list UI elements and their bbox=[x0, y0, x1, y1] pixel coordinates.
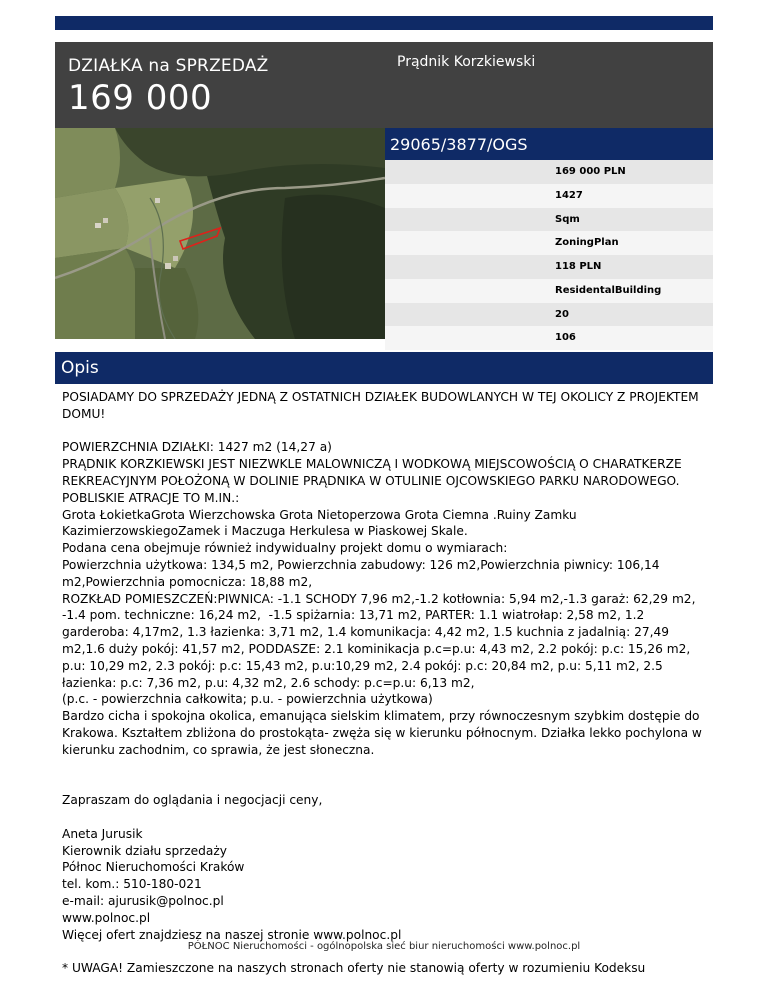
details-panel bbox=[385, 128, 713, 350]
detail-zoning: ZoningPlan bbox=[385, 231, 713, 255]
aerial-photo bbox=[55, 128, 385, 339]
detail-price-per-unit: 118 PLN bbox=[385, 255, 713, 279]
description bbox=[62, 389, 712, 977]
listing-type: DZIAŁKA na SPRZEDAŻ bbox=[68, 56, 269, 76]
detail-unit: Sqm bbox=[385, 208, 713, 232]
aerial-photo-image bbox=[55, 128, 385, 339]
detail-area: 1427 bbox=[385, 184, 713, 208]
listing-header bbox=[55, 42, 713, 128]
detail-value-2: 106 bbox=[385, 326, 713, 350]
page-footer: PÓŁNOC Nieruchomości - ogólnopolska sieć biur nieruchomości www.polnoc.pl bbox=[187, 941, 581, 952]
listing-location: Prądnik Korzkiewski bbox=[397, 54, 536, 70]
section-title: Opis bbox=[55, 352, 713, 384]
listing-price: 169 000 bbox=[68, 78, 213, 118]
detail-purpose: ResidentalBuilding bbox=[385, 279, 713, 303]
detail-value-1: 20 bbox=[385, 303, 713, 327]
top-accent-bar bbox=[55, 16, 713, 30]
listing-reference: 29065/3877/OGS bbox=[385, 128, 713, 160]
description-text: POSIADAMY DO SPRZEDAŻY JEDNĄ Z OSTATNICH DZIAŁEK BUDOWLANYCH W TEJ OKOLICY Z PROJEKTEM DOMU! POWIERZCHNIA DZIAŁKI: 1427 m2 (14,27 a) PRĄDNIK KORZKIEWSKI JEST NIEZWKLE MALOWNICZĄ I WODKOWĄ MIEJSCOWOŚCIĄ O CHARATKERZE REKREACYJNYM POŁOŻONĄ W DOLINIE PRĄDNIKA W OTULINIE OJCOWSKIEGO PARKU NARODOWEGO. POBLISKIE ATRACJE TO M.IN.: Grota ŁokietkaGrota Wierzchowska Grota Nietoperzowa Grota Ciemna .Ruiny Zamku KazimierzowskiegoZamek i Maczuga Herkulesa w Piaskowej Skale. Podana cena obejmuje również indywidualny projekt domu o wymiarach: Powierzchnia użytkowa: 134,5 m2, Powierzchnia zabudowy: 126 m2,Powierzchnia piwnicy: 106,14 m2,Powierzchnia pomocnicza: 18,88 m2, ROZKŁAD POMIESZCZEŃ:PIWNICA: -1.1 SCHODY 7,96 m2,-1.2 kotłownia: 5,94 m2,-1.3 garaż: 62,29 m2, -1.4 pom. techniczne: 16,24 m2, -1.5 spiżarnia: 13,71 m2, PARTER: 1.1 wiatrołap: 2,58 m2, 1.2 garderoba: 4,17m2, 1.3 łazienka: 3,71 m2, 1.4 komunikacja: 4,42 m2, 1.5 kuchnia z jadalnią: 27,49 m2,1.6 duży pokój: 41,57 m2, PODDASZE: 2.1 kominikacja p.c=p.u: 4,43 m2, 2.2 pokój: p.c: 15,26 m2, p.u: 10,29 m2, 2.3 pokój: p.c: 15,43 m2, p.u:10,29 m2, 2.4 pokój: p.c: 20,84 m2, p.u: 5,11 m2, 2.5 łazienka: p.c: 7,36 m2, p.u: 4,32 m2, 2.6 schody: p.c=p.u: 6,13 m2, (p.c. - powierzchnia całkowita; p.u. - powierzchnia użytkowa) Bardzo cicha i spokojna okolica, emanująca sielskim klimatem, przy równoczesnym szybkim dostępie do Krakowa. Kształtem zbliżona do prostokąta- zwęża się w kierunku północnym. Działka lekko pochylona w kierunku zachodnim, co sprawia, że jest słoneczna. Zapraszam do oglądania i negocjacji ceny, Aneta Jurusik Kierownik działu sprzedaży Północ Nieruchomości Kraków tel. kom.: 510-180-021 e-mail: ajurusik@polnoc.pl www.polnoc.pl Więcej ofert znajdziesz na naszej stronie www.polnoc.pl * UWAGA! Zamieszczone na naszych stronach oferty nie stanowią oferty w rozumieniu Kodeksu bbox=[62, 390, 702, 976]
detail-price: 169 000 PLN bbox=[385, 160, 713, 184]
